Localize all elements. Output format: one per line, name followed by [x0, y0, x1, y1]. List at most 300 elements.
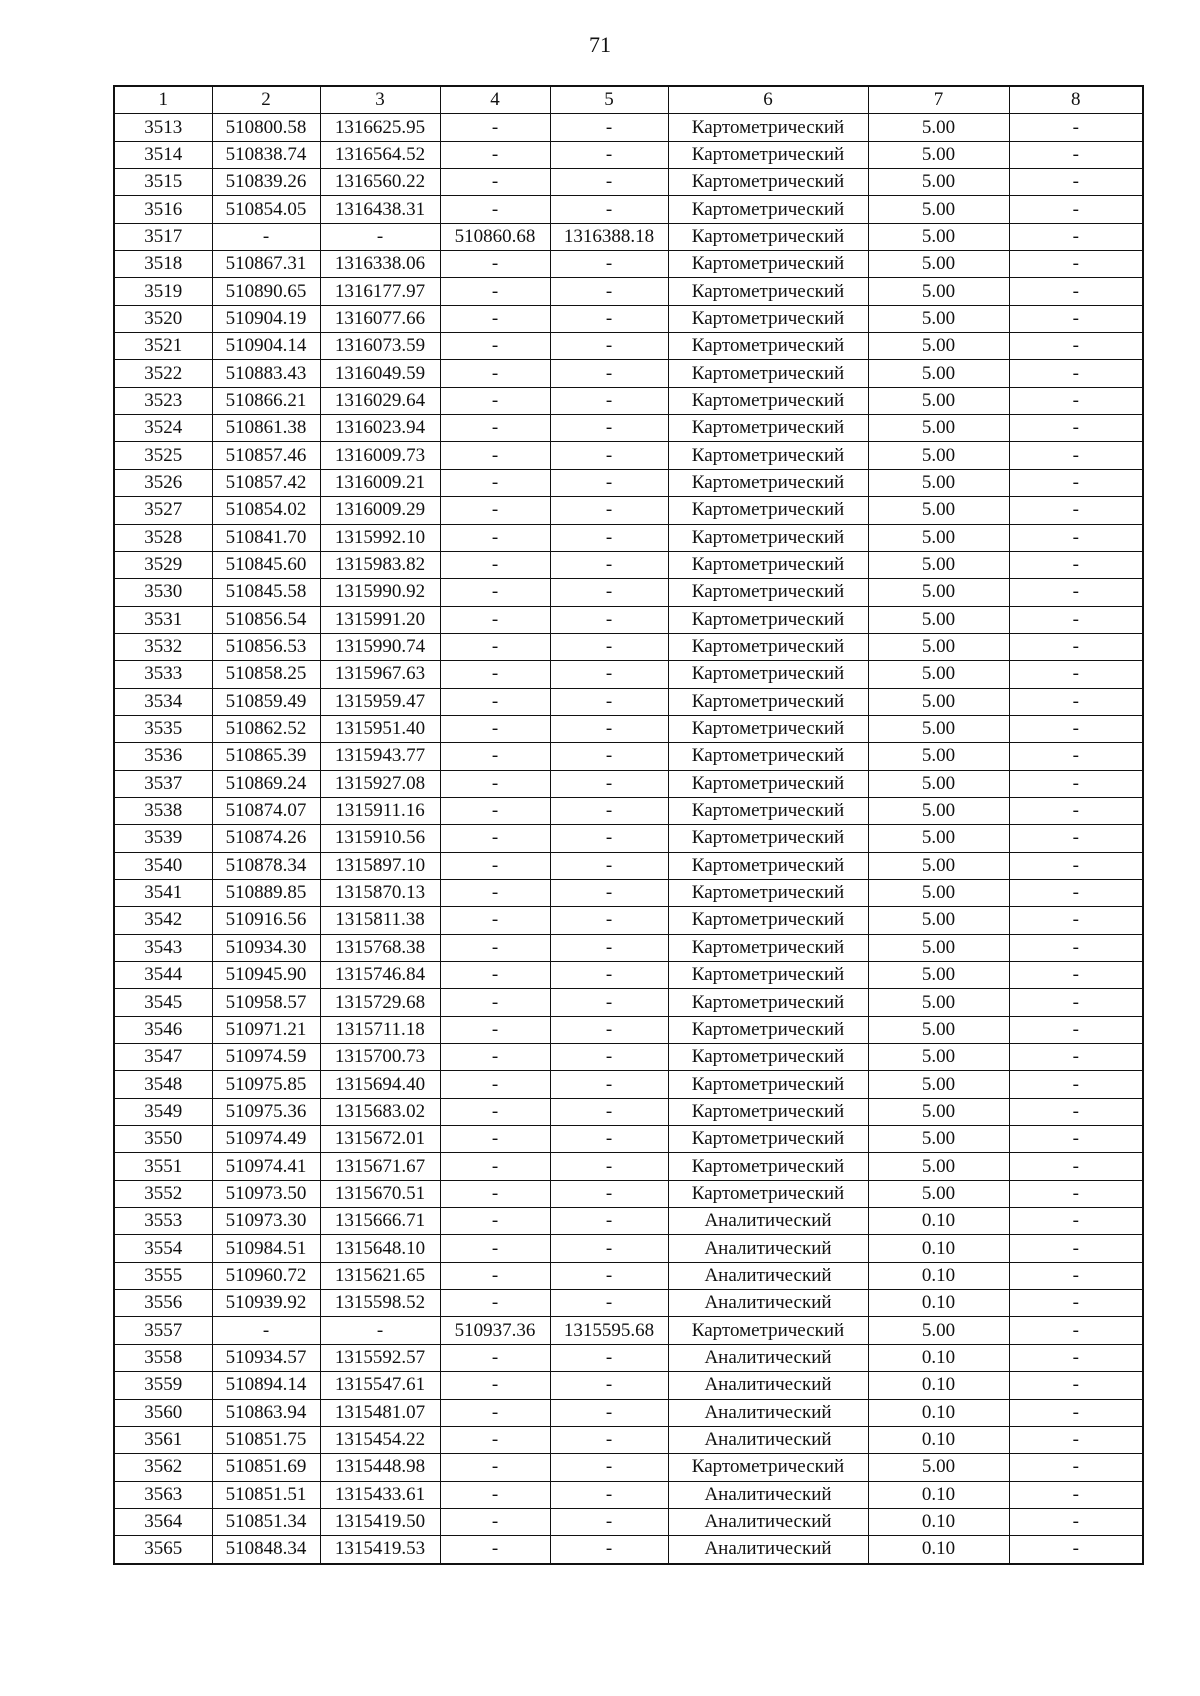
- y-coordinate-cell: 1315992.10: [320, 524, 440, 551]
- accuracy-cell: 0.10: [868, 1426, 1009, 1453]
- accuracy-cell: 5.00: [868, 524, 1009, 551]
- y-coordinate-cell: 1315911.16: [320, 797, 440, 824]
- y-coordinate-alt-cell: -: [550, 934, 668, 961]
- x-coordinate-alt-cell: -: [440, 442, 550, 469]
- y-coordinate-cell: 1316009.73: [320, 442, 440, 469]
- point-number-cell: 3538: [114, 797, 212, 824]
- x-coordinate-cell: 510939.92: [212, 1290, 320, 1317]
- accuracy-cell: 5.00: [868, 114, 1009, 141]
- method-cell: Аналитический: [668, 1262, 868, 1289]
- point-number-cell: 3547: [114, 1044, 212, 1071]
- table-row: [114, 934, 1143, 961]
- y-coordinate-alt-cell: -: [550, 360, 668, 387]
- y-coordinate-cell: 1316009.21: [320, 469, 440, 496]
- method-cell: Картометрический: [668, 962, 868, 989]
- method-cell: Аналитический: [668, 1508, 868, 1535]
- table-row: [114, 1372, 1143, 1399]
- accuracy-cell: 0.10: [868, 1235, 1009, 1262]
- accuracy-cell: 0.10: [868, 1372, 1009, 1399]
- method-cell: Картометрический: [668, 223, 868, 250]
- x-coordinate-cell: 510883.43: [212, 360, 320, 387]
- accuracy-cell: 5.00: [868, 661, 1009, 688]
- x-coordinate-alt-cell: 510937.36: [440, 1317, 550, 1344]
- table-row: [114, 989, 1143, 1016]
- point-number-cell: 3555: [114, 1262, 212, 1289]
- accuracy-cell: 5.00: [868, 1153, 1009, 1180]
- y-coordinate-alt-cell: -: [550, 497, 668, 524]
- x-coordinate-cell: 510971.21: [212, 1016, 320, 1043]
- method-cell: Картометрический: [668, 879, 868, 906]
- table-row: [114, 1262, 1143, 1289]
- x-coordinate-cell: 510958.57: [212, 989, 320, 1016]
- accuracy-cell: 5.00: [868, 497, 1009, 524]
- note-cell: -: [1009, 1481, 1143, 1508]
- y-coordinate-alt-cell: -: [550, 962, 668, 989]
- table-row: [114, 907, 1143, 934]
- method-cell: Аналитический: [668, 1208, 868, 1235]
- column-header: 7: [868, 86, 1009, 114]
- y-coordinate-alt-cell: -: [550, 852, 668, 879]
- note-cell: -: [1009, 743, 1143, 770]
- accuracy-cell: 5.00: [868, 360, 1009, 387]
- method-cell: Аналитический: [668, 1290, 868, 1317]
- note-cell: -: [1009, 1426, 1143, 1453]
- y-coordinate-cell: 1315983.82: [320, 551, 440, 578]
- note-cell: -: [1009, 579, 1143, 606]
- accuracy-cell: 5.00: [868, 1016, 1009, 1043]
- point-number-cell: 3553: [114, 1208, 212, 1235]
- note-cell: -: [1009, 989, 1143, 1016]
- y-coordinate-alt-cell: -: [550, 387, 668, 414]
- column-header: 4: [440, 86, 550, 114]
- note-cell: -: [1009, 1399, 1143, 1426]
- point-number-cell: 3562: [114, 1454, 212, 1481]
- x-coordinate-alt-cell: -: [440, 114, 550, 141]
- y-coordinate-cell: 1316560.22: [320, 169, 440, 196]
- table-row: [114, 770, 1143, 797]
- point-number-cell: 3519: [114, 278, 212, 305]
- note-cell: -: [1009, 524, 1143, 551]
- y-coordinate-alt-cell: -: [550, 743, 668, 770]
- y-coordinate-alt-cell: -: [550, 797, 668, 824]
- accuracy-cell: 0.10: [868, 1208, 1009, 1235]
- x-coordinate-cell: 510851.51: [212, 1481, 320, 1508]
- accuracy-cell: 5.00: [868, 579, 1009, 606]
- y-coordinate-alt-cell: -: [550, 579, 668, 606]
- x-coordinate-cell: 510974.41: [212, 1153, 320, 1180]
- y-coordinate-alt-cell: -: [550, 1372, 668, 1399]
- accuracy-cell: 5.00: [868, 251, 1009, 278]
- table-row: [114, 852, 1143, 879]
- accuracy-cell: 5.00: [868, 606, 1009, 633]
- x-coordinate-alt-cell: -: [440, 1180, 550, 1207]
- accuracy-cell: 5.00: [868, 196, 1009, 223]
- table-row: [114, 278, 1143, 305]
- y-coordinate-alt-cell: -: [550, 1262, 668, 1289]
- y-coordinate-cell: 1315927.08: [320, 770, 440, 797]
- x-coordinate-alt-cell: -: [440, 469, 550, 496]
- method-cell: Картометрический: [668, 743, 868, 770]
- point-number-cell: 3523: [114, 387, 212, 414]
- accuracy-cell: 5.00: [868, 469, 1009, 496]
- note-cell: -: [1009, 415, 1143, 442]
- point-number-cell: 3522: [114, 360, 212, 387]
- note-cell: -: [1009, 1153, 1143, 1180]
- x-coordinate-alt-cell: -: [440, 497, 550, 524]
- accuracy-cell: 5.00: [868, 633, 1009, 660]
- method-cell: Картометрический: [668, 797, 868, 824]
- method-cell: Картометрический: [668, 907, 868, 934]
- x-coordinate-alt-cell: -: [440, 360, 550, 387]
- y-coordinate-alt-cell: -: [550, 1098, 668, 1125]
- note-cell: -: [1009, 1344, 1143, 1371]
- note-cell: -: [1009, 1098, 1143, 1125]
- point-number-cell: 3514: [114, 141, 212, 168]
- y-coordinate-alt-cell: -: [550, 661, 668, 688]
- x-coordinate-cell: 510856.53: [212, 633, 320, 660]
- accuracy-cell: 5.00: [868, 1044, 1009, 1071]
- table-row: [114, 825, 1143, 852]
- method-cell: Аналитический: [668, 1372, 868, 1399]
- accuracy-cell: 0.10: [868, 1344, 1009, 1371]
- y-coordinate-cell: 1315683.02: [320, 1098, 440, 1125]
- note-cell: -: [1009, 907, 1143, 934]
- x-coordinate-alt-cell: -: [440, 1262, 550, 1289]
- x-coordinate-cell: 510858.25: [212, 661, 320, 688]
- x-coordinate-cell: -: [212, 223, 320, 250]
- x-coordinate-alt-cell: -: [440, 196, 550, 223]
- note-cell: -: [1009, 1454, 1143, 1481]
- note-cell: -: [1009, 1372, 1143, 1399]
- method-cell: Картометрический: [668, 387, 868, 414]
- y-coordinate-alt-cell: -: [550, 606, 668, 633]
- note-cell: -: [1009, 305, 1143, 332]
- y-coordinate-cell: 1316564.52: [320, 141, 440, 168]
- x-coordinate-alt-cell: -: [440, 1536, 550, 1564]
- note-cell: -: [1009, 114, 1143, 141]
- accuracy-cell: 5.00: [868, 1317, 1009, 1344]
- point-number-cell: 3517: [114, 223, 212, 250]
- accuracy-cell: 5.00: [868, 1180, 1009, 1207]
- y-coordinate-cell: 1315419.53: [320, 1536, 440, 1564]
- accuracy-cell: 5.00: [868, 715, 1009, 742]
- method-cell: Картометрический: [668, 114, 868, 141]
- x-coordinate-alt-cell: -: [440, 278, 550, 305]
- note-cell: -: [1009, 962, 1143, 989]
- y-coordinate-cell: 1315694.40: [320, 1071, 440, 1098]
- y-coordinate-alt-cell: -: [550, 141, 668, 168]
- note-cell: -: [1009, 387, 1143, 414]
- point-number-cell: 3548: [114, 1071, 212, 1098]
- point-number-cell: 3551: [114, 1153, 212, 1180]
- x-coordinate-cell: 510874.07: [212, 797, 320, 824]
- accuracy-cell: 5.00: [868, 989, 1009, 1016]
- column-header: 3: [320, 86, 440, 114]
- accuracy-cell: 5.00: [868, 1098, 1009, 1125]
- method-cell: Аналитический: [668, 1235, 868, 1262]
- x-coordinate-alt-cell: -: [440, 633, 550, 660]
- x-coordinate-alt-cell: -: [440, 661, 550, 688]
- table-row: [114, 1454, 1143, 1481]
- table-row: [114, 661, 1143, 688]
- y-coordinate-cell: 1315672.01: [320, 1126, 440, 1153]
- table-row: [114, 1399, 1143, 1426]
- x-coordinate-alt-cell: -: [440, 1426, 550, 1453]
- accuracy-cell: 5.00: [868, 907, 1009, 934]
- x-coordinate-cell: 510851.69: [212, 1454, 320, 1481]
- column-header: 8: [1009, 86, 1143, 114]
- point-number-cell: 3542: [114, 907, 212, 934]
- y-coordinate-cell: 1315990.92: [320, 579, 440, 606]
- point-number-cell: 3564: [114, 1508, 212, 1535]
- table-header-row: [114, 86, 1143, 114]
- note-cell: -: [1009, 688, 1143, 715]
- method-cell: Аналитический: [668, 1344, 868, 1371]
- method-cell: Картометрический: [668, 1044, 868, 1071]
- note-cell: -: [1009, 661, 1143, 688]
- x-coordinate-cell: 510845.60: [212, 551, 320, 578]
- note-cell: -: [1009, 606, 1143, 633]
- point-number-cell: 3513: [114, 114, 212, 141]
- method-cell: Картометрический: [668, 825, 868, 852]
- x-coordinate-alt-cell: -: [440, 141, 550, 168]
- x-coordinate-alt-cell: -: [440, 169, 550, 196]
- method-cell: Картометрический: [668, 934, 868, 961]
- accuracy-cell: 5.00: [868, 1126, 1009, 1153]
- x-coordinate-cell: 510865.39: [212, 743, 320, 770]
- note-cell: -: [1009, 934, 1143, 961]
- y-coordinate-cell: 1315746.84: [320, 962, 440, 989]
- x-coordinate-cell: 510863.94: [212, 1399, 320, 1426]
- y-coordinate-alt-cell: -: [550, 1536, 668, 1564]
- y-coordinate-alt-cell: -: [550, 1208, 668, 1235]
- note-cell: -: [1009, 251, 1143, 278]
- x-coordinate-alt-cell: -: [440, 962, 550, 989]
- y-coordinate-cell: 1315433.61: [320, 1481, 440, 1508]
- y-coordinate-alt-cell: -: [550, 278, 668, 305]
- table-row: [114, 715, 1143, 742]
- y-coordinate-alt-cell: -: [550, 1399, 668, 1426]
- table-row: [114, 962, 1143, 989]
- method-cell: Картометрический: [668, 415, 868, 442]
- note-cell: -: [1009, 715, 1143, 742]
- note-cell: -: [1009, 633, 1143, 660]
- point-number-cell: 3527: [114, 497, 212, 524]
- point-number-cell: 3516: [114, 196, 212, 223]
- accuracy-cell: 0.10: [868, 1262, 1009, 1289]
- note-cell: -: [1009, 141, 1143, 168]
- accuracy-cell: 5.00: [868, 278, 1009, 305]
- point-number-cell: 3525: [114, 442, 212, 469]
- note-cell: -: [1009, 1016, 1143, 1043]
- point-number-cell: 3565: [114, 1536, 212, 1564]
- point-number-cell: 3544: [114, 962, 212, 989]
- accuracy-cell: 5.00: [868, 934, 1009, 961]
- y-coordinate-cell: 1315670.51: [320, 1180, 440, 1207]
- point-number-cell: 3550: [114, 1126, 212, 1153]
- x-coordinate-cell: 510839.26: [212, 169, 320, 196]
- table-row: [114, 1071, 1143, 1098]
- y-coordinate-cell: 1315959.47: [320, 688, 440, 715]
- x-coordinate-alt-cell: -: [440, 1098, 550, 1125]
- y-coordinate-alt-cell: -: [550, 1044, 668, 1071]
- y-coordinate-alt-cell: -: [550, 524, 668, 551]
- x-coordinate-cell: 510874.26: [212, 825, 320, 852]
- method-cell: Картометрический: [668, 442, 868, 469]
- accuracy-cell: 5.00: [868, 825, 1009, 852]
- point-number-cell: 3528: [114, 524, 212, 551]
- y-coordinate-cell: 1315648.10: [320, 1235, 440, 1262]
- table-body: [114, 114, 1143, 1564]
- x-coordinate-alt-cell: -: [440, 606, 550, 633]
- method-cell: Аналитический: [668, 1536, 868, 1564]
- y-coordinate-alt-cell: -: [550, 770, 668, 797]
- x-coordinate-alt-cell: -: [440, 688, 550, 715]
- page-number: 71: [589, 32, 611, 57]
- x-coordinate-alt-cell: -: [440, 1372, 550, 1399]
- accuracy-cell: 5.00: [868, 305, 1009, 332]
- method-cell: Картометрический: [668, 770, 868, 797]
- method-cell: Картометрический: [668, 1016, 868, 1043]
- note-cell: -: [1009, 1071, 1143, 1098]
- x-coordinate-cell: 510857.42: [212, 469, 320, 496]
- y-coordinate-alt-cell: 1316388.18: [550, 223, 668, 250]
- x-coordinate-cell: 510945.90: [212, 962, 320, 989]
- point-number-cell: 3549: [114, 1098, 212, 1125]
- method-cell: Аналитический: [668, 1399, 868, 1426]
- x-coordinate-alt-cell: -: [440, 305, 550, 332]
- x-coordinate-alt-cell: -: [440, 934, 550, 961]
- y-coordinate-alt-cell: -: [550, 1071, 668, 1098]
- x-coordinate-alt-cell: -: [440, 1016, 550, 1043]
- x-coordinate-cell: 510851.75: [212, 1426, 320, 1453]
- y-coordinate-alt-cell: 1315595.68: [550, 1317, 668, 1344]
- x-coordinate-cell: 510861.38: [212, 415, 320, 442]
- table-row: [114, 1208, 1143, 1235]
- y-coordinate-cell: 1315967.63: [320, 661, 440, 688]
- note-cell: -: [1009, 169, 1143, 196]
- method-cell: Картометрический: [668, 360, 868, 387]
- y-coordinate-alt-cell: -: [550, 1426, 668, 1453]
- table-row: [114, 387, 1143, 414]
- note-cell: -: [1009, 196, 1143, 223]
- x-coordinate-cell: 510869.24: [212, 770, 320, 797]
- table-row: [114, 415, 1143, 442]
- y-coordinate-alt-cell: -: [550, 879, 668, 906]
- point-number-cell: 3537: [114, 770, 212, 797]
- y-coordinate-alt-cell: -: [550, 825, 668, 852]
- y-coordinate-alt-cell: -: [550, 305, 668, 332]
- y-coordinate-cell: 1315897.10: [320, 852, 440, 879]
- point-number-cell: 3558: [114, 1344, 212, 1371]
- accuracy-cell: 5.00: [868, 387, 1009, 414]
- table-row: [114, 579, 1143, 606]
- point-number-cell: 3534: [114, 688, 212, 715]
- note-cell: -: [1009, 333, 1143, 360]
- note-cell: -: [1009, 825, 1143, 852]
- table-row: [114, 1426, 1143, 1453]
- table-row: [114, 688, 1143, 715]
- y-coordinate-alt-cell: -: [550, 196, 668, 223]
- point-number-cell: 3556: [114, 1290, 212, 1317]
- x-coordinate-alt-cell: -: [440, 251, 550, 278]
- y-coordinate-cell: 1315481.07: [320, 1399, 440, 1426]
- y-coordinate-alt-cell: -: [550, 688, 668, 715]
- method-cell: Картометрический: [668, 551, 868, 578]
- x-coordinate-cell: 510854.05: [212, 196, 320, 223]
- x-coordinate-alt-cell: -: [440, 770, 550, 797]
- point-number-cell: 3539: [114, 825, 212, 852]
- method-cell: Картометрический: [668, 1153, 868, 1180]
- x-coordinate-alt-cell: -: [440, 579, 550, 606]
- accuracy-cell: 5.00: [868, 797, 1009, 824]
- x-coordinate-cell: 510973.30: [212, 1208, 320, 1235]
- y-coordinate-cell: 1315700.73: [320, 1044, 440, 1071]
- method-cell: Картометрический: [668, 606, 868, 633]
- method-cell: Картометрический: [668, 469, 868, 496]
- point-number-cell: 3524: [114, 415, 212, 442]
- table-row: [114, 442, 1143, 469]
- table-row: [114, 114, 1143, 141]
- method-cell: Картометрический: [668, 141, 868, 168]
- y-coordinate-cell: -: [320, 1317, 440, 1344]
- y-coordinate-cell: 1315454.22: [320, 1426, 440, 1453]
- table-row: [114, 1235, 1143, 1262]
- x-coordinate-alt-cell: -: [440, 1344, 550, 1371]
- x-coordinate-alt-cell: -: [440, 1508, 550, 1535]
- y-coordinate-alt-cell: -: [550, 415, 668, 442]
- accuracy-cell: 0.10: [868, 1536, 1009, 1564]
- accuracy-cell: 5.00: [868, 1454, 1009, 1481]
- method-cell: Картометрический: [668, 305, 868, 332]
- table-row: [114, 1180, 1143, 1207]
- x-coordinate-alt-cell: -: [440, 551, 550, 578]
- x-coordinate-alt-cell: -: [440, 743, 550, 770]
- table-row: [114, 524, 1143, 551]
- table-row: [114, 1508, 1143, 1535]
- accuracy-cell: 5.00: [868, 551, 1009, 578]
- method-cell: Картометрический: [668, 989, 868, 1016]
- y-coordinate-alt-cell: -: [550, 1016, 668, 1043]
- note-cell: -: [1009, 1208, 1143, 1235]
- table-row: [114, 169, 1143, 196]
- x-coordinate-cell: 510916.56: [212, 907, 320, 934]
- point-number-cell: 3554: [114, 1235, 212, 1262]
- note-cell: -: [1009, 497, 1143, 524]
- y-coordinate-cell: 1315991.20: [320, 606, 440, 633]
- x-coordinate-cell: 510854.02: [212, 497, 320, 524]
- x-coordinate-cell: 510859.49: [212, 688, 320, 715]
- x-coordinate-cell: 510904.14: [212, 333, 320, 360]
- y-coordinate-cell: 1315943.77: [320, 743, 440, 770]
- x-coordinate-alt-cell: -: [440, 1153, 550, 1180]
- coordinates-table: [113, 85, 1144, 1565]
- accuracy-cell: 5.00: [868, 141, 1009, 168]
- y-coordinate-cell: 1315448.98: [320, 1454, 440, 1481]
- table-row: [114, 305, 1143, 332]
- table-row: [114, 743, 1143, 770]
- accuracy-cell: 5.00: [868, 333, 1009, 360]
- method-cell: Картометрический: [668, 196, 868, 223]
- x-coordinate-alt-cell: 510860.68: [440, 223, 550, 250]
- y-coordinate-cell: 1316077.66: [320, 305, 440, 332]
- point-number-cell: 3533: [114, 661, 212, 688]
- note-cell: -: [1009, 1180, 1143, 1207]
- x-coordinate-alt-cell: -: [440, 1399, 550, 1426]
- accuracy-cell: 5.00: [868, 442, 1009, 469]
- x-coordinate-alt-cell: -: [440, 715, 550, 742]
- y-coordinate-cell: 1315547.61: [320, 1372, 440, 1399]
